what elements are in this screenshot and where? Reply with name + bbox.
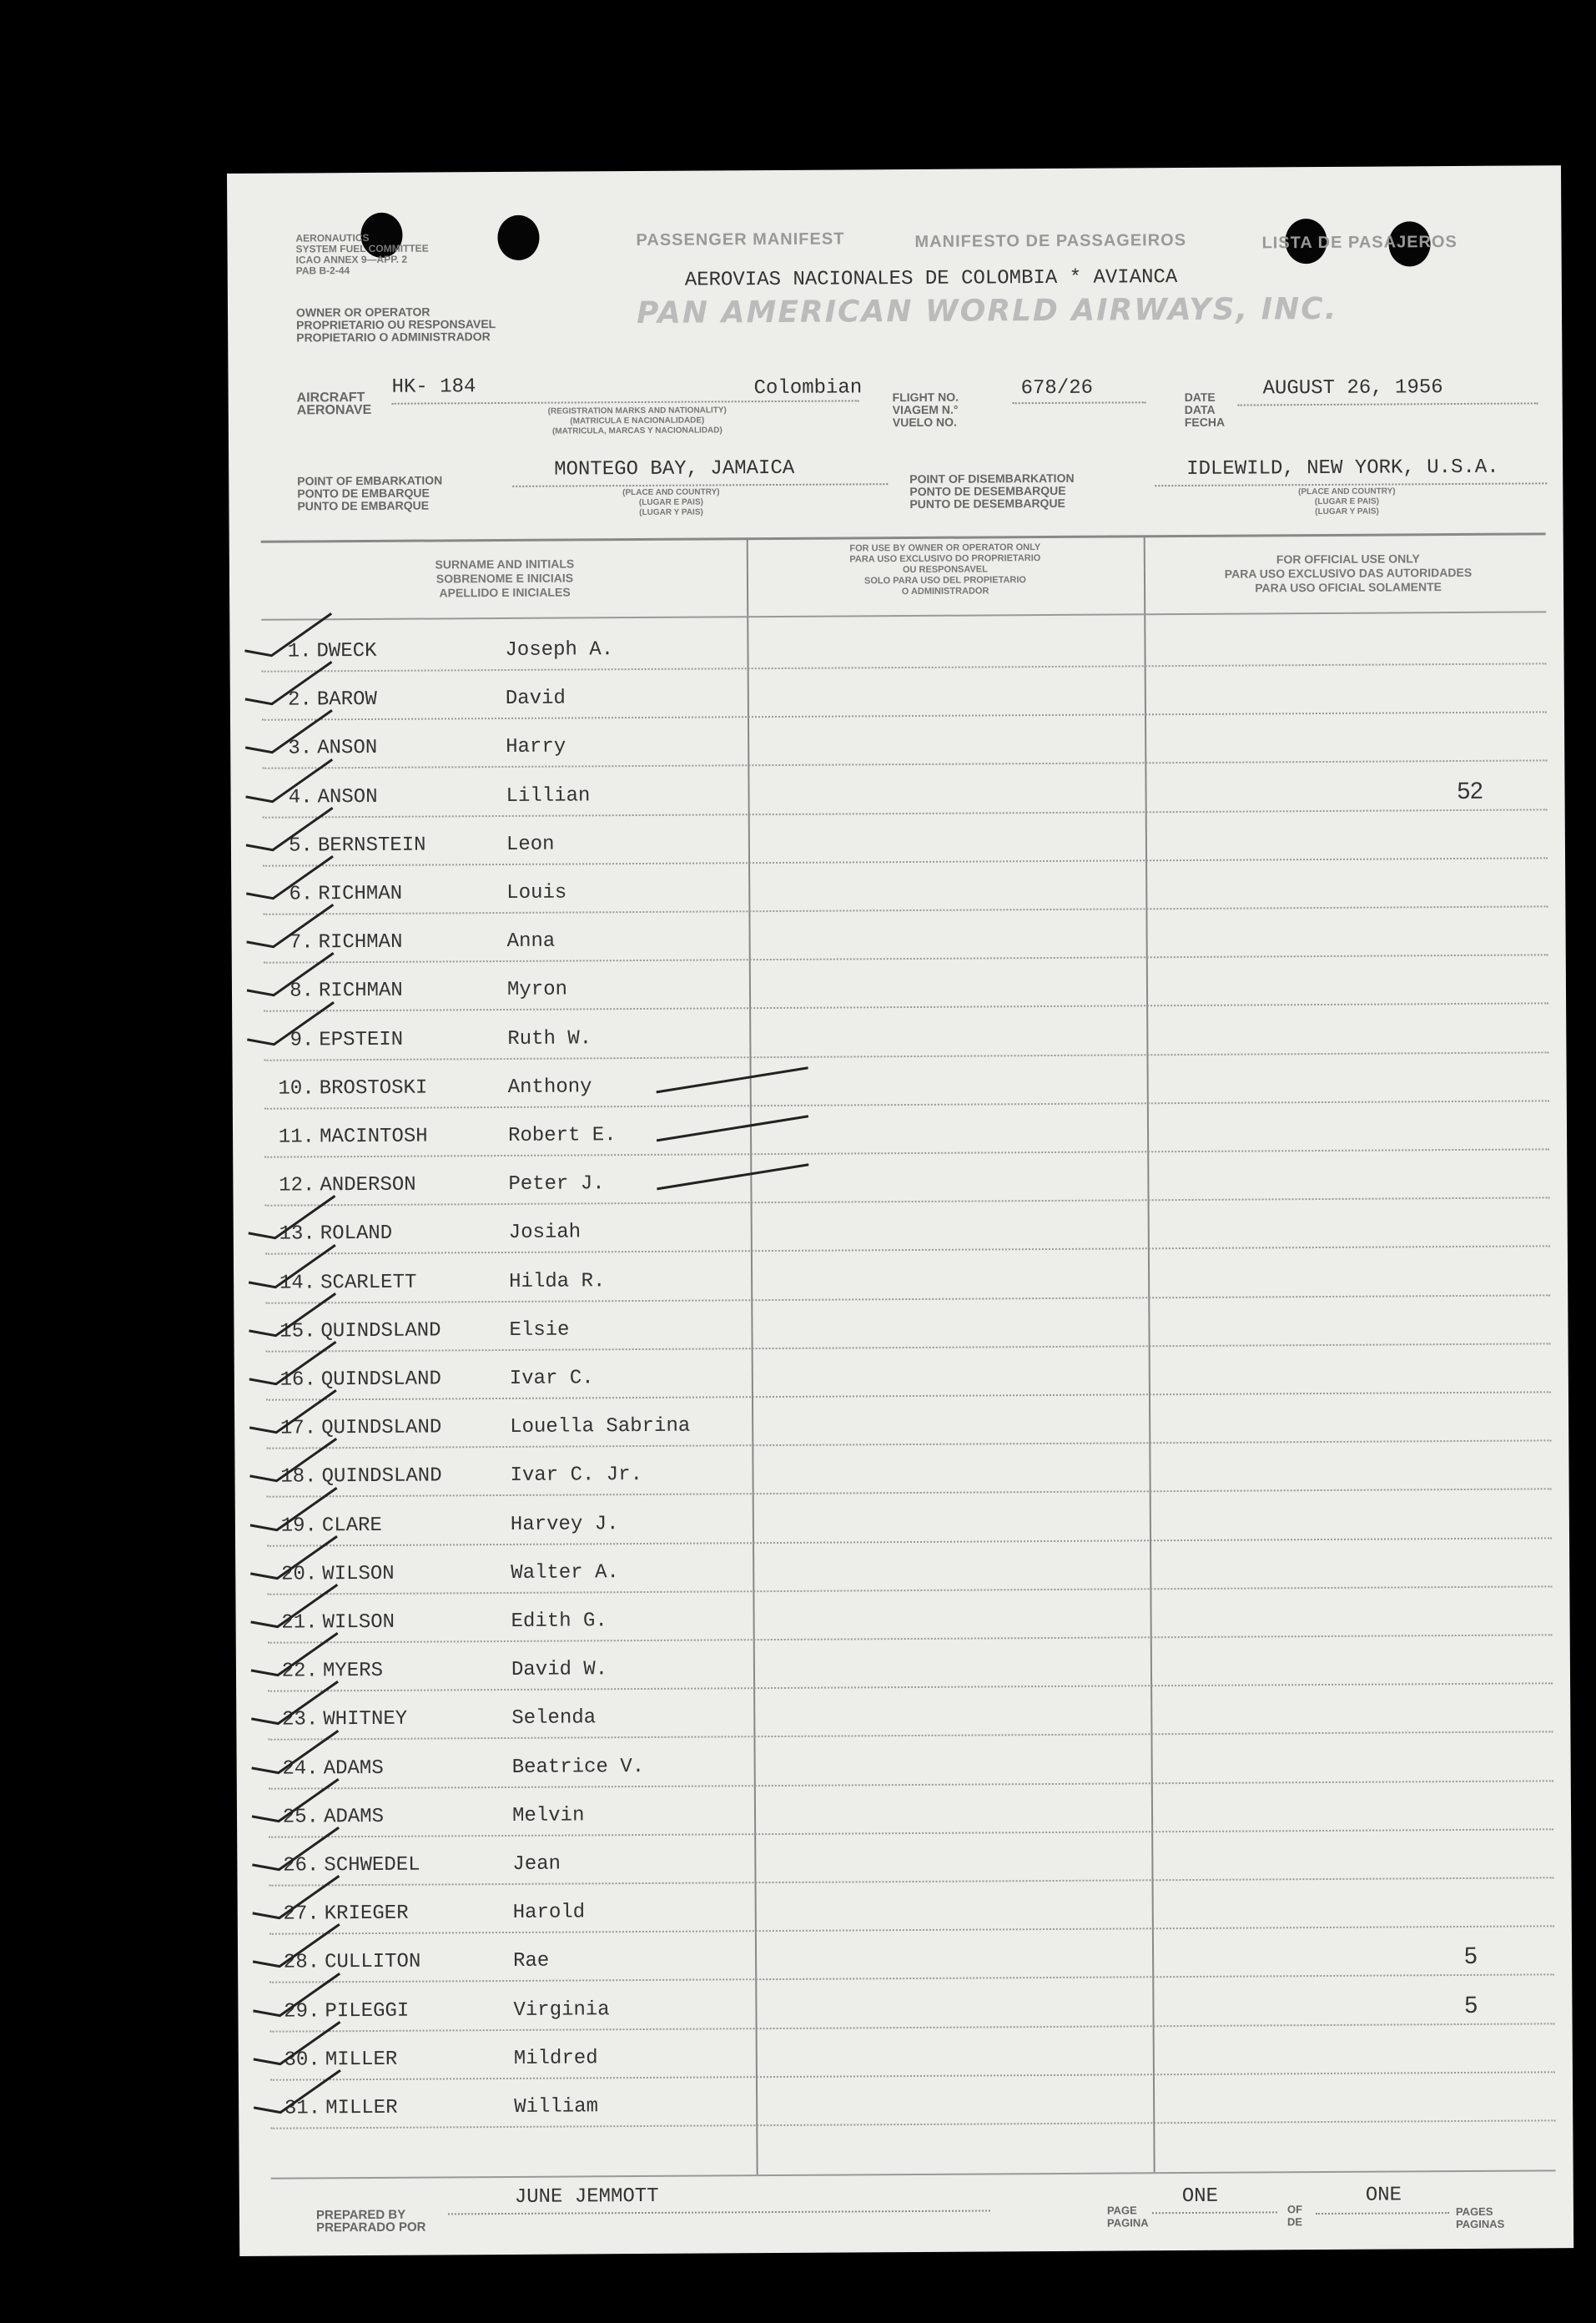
passenger-row bbox=[237, 1781, 1571, 1838]
passenger-row bbox=[234, 1296, 1568, 1353]
passenger-given-name: Jean bbox=[512, 1852, 561, 1876]
passenger-number: 27. bbox=[283, 1902, 320, 1926]
passenger-given-name: Ruth W. bbox=[507, 1026, 592, 1051]
passenger-row bbox=[230, 762, 1564, 819]
airline-stamp: PAN AMERICAN WORLD AIRWAYS, INC. bbox=[636, 291, 1338, 331]
passenger-given-name: Ivar C. Jr. bbox=[510, 1464, 643, 1488]
passenger-number: 14. bbox=[279, 1271, 316, 1295]
passenger-row bbox=[239, 2073, 1573, 2129]
passenger-surname: CLARE bbox=[321, 1514, 382, 1537]
passenger-row bbox=[233, 1150, 1567, 1207]
passenger-surname: QUINDSLAND bbox=[320, 1368, 441, 1392]
passenger-surname: SCARLETT bbox=[320, 1271, 417, 1294]
passenger-row bbox=[231, 859, 1565, 915]
passenger-surname: WHITNEY bbox=[323, 1708, 408, 1731]
passenger-given-name: Louella Sabrina bbox=[510, 1414, 691, 1439]
passenger-number: 5. bbox=[289, 834, 314, 858]
passenger-row bbox=[238, 1927, 1572, 1984]
passenger-given-name: Robert E. bbox=[507, 1124, 617, 1147]
passenger-surname: QUINDSLAND bbox=[321, 1464, 442, 1489]
disembarkation-label: POINT OF DISEMBARKATION PONTO DE DESEMBARQUE PUNTO DE DESEMBARQUE bbox=[909, 471, 1075, 511]
passenger-number: 4. bbox=[288, 785, 313, 809]
passenger-number: 29. bbox=[284, 1999, 320, 2023]
prepared-by-value: JUNE JEMMOTT bbox=[514, 2184, 659, 2209]
owner-value: AEROVIAS NACIONALES DE COLOMBIA * AVIANCA bbox=[684, 266, 1178, 292]
passenger-number: 16. bbox=[279, 1368, 316, 1392]
form-reference: AERONAUTICS SYSTEM FUEL COMMITTEE ICAO ANNEX 9—APP. 2 PAB B-2-44 bbox=[295, 231, 429, 277]
passenger-number: 22. bbox=[281, 1660, 319, 1683]
check-mark-icon bbox=[241, 1192, 341, 1242]
passenger-number: 2. bbox=[287, 688, 312, 712]
check-mark-icon bbox=[242, 1288, 342, 1339]
passenger-given-name: Myron bbox=[506, 978, 568, 1002]
check-mark-icon bbox=[244, 1726, 345, 1776]
check-mark-icon bbox=[243, 1434, 343, 1485]
owner-label: OWNER OR OPERATOR PROPRIETARIO OU RESPONSAVEL PROPIETARIO O ADMINISTRADOR bbox=[295, 305, 496, 345]
passenger-row bbox=[229, 616, 1563, 673]
page-label: PAGE PAGINA bbox=[1106, 2204, 1149, 2230]
passenger-given-name: Anna bbox=[506, 930, 556, 954]
passenger-number: 7. bbox=[289, 931, 314, 955]
passenger-row bbox=[232, 1005, 1566, 1061]
prepared-by-label: PREPARED BY PREPARADO POR bbox=[315, 2207, 426, 2235]
passenger-surname: ANDERSON bbox=[320, 1173, 416, 1197]
pages-label: PAGES PAGINAS bbox=[1455, 2205, 1505, 2231]
title-portuguese: MANIFESTO DE PASSAGEIROS bbox=[914, 230, 1187, 251]
passenger-surname: QUINDSLAND bbox=[321, 1416, 442, 1440]
check-mark-icon bbox=[246, 1920, 346, 1971]
passenger-number: 12. bbox=[279, 1174, 315, 1197]
passenger-row bbox=[238, 1878, 1572, 1935]
passenger-number: 26. bbox=[283, 1854, 320, 1877]
check-mark-icon bbox=[239, 803, 340, 854]
check-mark-icon bbox=[240, 997, 340, 1048]
passenger-given-name: Edith G. bbox=[511, 1610, 607, 1633]
check-mark-icon bbox=[243, 1385, 343, 1436]
check-mark-icon bbox=[240, 949, 340, 1000]
of-label: OF DE bbox=[1286, 2203, 1303, 2229]
column-header-owner-use: FOR USE BY OWNER OR OPERATOR ONLY PARA USO EXCLUSIVO DO PROPRIETARIO OU RESPONSAVEL SOLO PARA USO DEL PROPIETARIO O ADMINISTRADOR bbox=[849, 542, 1041, 597]
passenger-row bbox=[235, 1539, 1569, 1595]
passenger-number: 18. bbox=[280, 1465, 317, 1489]
page-value: ONE bbox=[1181, 2184, 1219, 2209]
passenger-row bbox=[236, 1635, 1570, 1692]
passenger-given-name: Melvin bbox=[511, 1804, 585, 1827]
passenger-row bbox=[231, 810, 1565, 867]
check-mark-icon bbox=[239, 851, 340, 902]
passenger-given-name: Hilda R. bbox=[509, 1269, 606, 1293]
check-mark-icon bbox=[243, 1337, 343, 1388]
passenger-row bbox=[232, 1053, 1566, 1110]
passenger-row bbox=[238, 1976, 1572, 2033]
passenger-given-name: Virginia bbox=[513, 1998, 610, 2022]
check-mark-icon bbox=[245, 1871, 345, 1922]
passenger-number: 23. bbox=[282, 1708, 319, 1732]
check-mark-icon bbox=[239, 754, 339, 805]
passenger-row bbox=[235, 1587, 1569, 1644]
check-mark-icon bbox=[244, 1531, 344, 1582]
passenger-row bbox=[239, 2024, 1573, 2081]
check-mark-icon bbox=[242, 1240, 342, 1291]
passenger-number: 9. bbox=[289, 1028, 315, 1052]
disembarkation-sublabel: (PLACE AND COUNTRY) (LUGAR E PAIS) (LUGAR Y PAIS) bbox=[1298, 486, 1396, 517]
passenger-given-name: Elsie bbox=[509, 1318, 570, 1342]
passenger-given-name: Peter J. bbox=[508, 1172, 605, 1197]
date-label: DATE DATA FECHA bbox=[1184, 390, 1226, 429]
passenger-surname: RICHMAN bbox=[318, 882, 403, 906]
check-mark-icon bbox=[246, 2017, 346, 2068]
passenger-surname: ROLAND bbox=[320, 1222, 393, 1246]
passenger-row bbox=[235, 1490, 1569, 1547]
check-mark-icon bbox=[245, 1822, 345, 1873]
passenger-surname: ADAMS bbox=[323, 1756, 384, 1780]
flight-number: 678/26 bbox=[1020, 376, 1094, 401]
passenger-number: 10. bbox=[278, 1077, 315, 1101]
aircraft-sublabel: (REGISTRATION MARKS AND NATIONALITY) (MATRICULA E NACIONALIDADE) (MATRICULA, MARCAS Y NACIONALIDAD) bbox=[547, 406, 727, 436]
title-english: PASSENGER MANIFEST bbox=[636, 229, 845, 250]
passenger-surname: CULLITON bbox=[325, 1951, 421, 1974]
passenger-row bbox=[230, 664, 1564, 721]
check-mark-icon bbox=[650, 1160, 817, 1194]
passenger-number: 17. bbox=[279, 1417, 317, 1440]
punch-hole bbox=[497, 215, 539, 260]
check-mark-icon bbox=[246, 1968, 346, 2019]
passenger-surname: ANSON bbox=[317, 785, 378, 809]
passenger-given-name: Lillian bbox=[506, 784, 591, 808]
check-mark-icon bbox=[239, 899, 340, 950]
passenger-given-name: Beatrice V. bbox=[511, 1755, 645, 1779]
check-mark-icon bbox=[239, 706, 339, 757]
passenger-given-name: Josiah bbox=[508, 1221, 582, 1245]
passenger-row bbox=[236, 1685, 1570, 1741]
passenger-surname: MYERS bbox=[322, 1660, 384, 1683]
passenger-number: 19. bbox=[280, 1514, 317, 1538]
passenger-official-mark: 5 bbox=[1464, 1991, 1478, 2018]
disembarkation-value: IDLEWILD, NEW YORK, U.S.A. bbox=[1186, 456, 1499, 481]
passenger-surname: BAROW bbox=[316, 688, 377, 712]
embarkation-label: POINT OF EMBARKATION PONTO DE EMBARQUE PUNTO DE EMBARQUE bbox=[297, 473, 443, 513]
check-mark-icon bbox=[244, 1483, 344, 1534]
passenger-row bbox=[234, 1344, 1568, 1401]
aircraft-label: AIRCRAFT AERONAVE bbox=[296, 390, 372, 418]
passenger-given-name: Louis bbox=[506, 881, 567, 905]
passenger-given-name: Joseph A. bbox=[505, 638, 614, 662]
passenger-row bbox=[234, 1393, 1568, 1449]
check-mark-icon bbox=[244, 1677, 345, 1728]
passenger-given-name: Anthony bbox=[507, 1076, 592, 1099]
passenger-row bbox=[237, 1830, 1571, 1887]
passenger-surname: WILSON bbox=[322, 1562, 395, 1586]
column-header-official-use: FOR OFFICIAL USE ONLY PARA USO EXCLUSIVO DAS AUTORIDADES PARA USO OFICIAL SOLAMENTE bbox=[1224, 552, 1473, 595]
check-mark-icon bbox=[239, 657, 339, 708]
embarkation-value: MONTEGO BAY, JAMAICA bbox=[554, 456, 795, 481]
passenger-row bbox=[233, 1101, 1567, 1158]
passenger-surname: RICHMAN bbox=[318, 980, 403, 1003]
of-value: ONE bbox=[1365, 2184, 1402, 2207]
passenger-row bbox=[234, 1199, 1568, 1256]
passenger-number: 21. bbox=[281, 1611, 318, 1635]
passenger-surname: MILLER bbox=[325, 2096, 398, 2120]
passenger-given-name: Walter A. bbox=[511, 1560, 619, 1585]
passenger-given-name: Harvey J. bbox=[510, 1512, 619, 1536]
passenger-given-name: Selenda bbox=[511, 1706, 597, 1731]
passenger-official-mark: 52 bbox=[1457, 777, 1483, 804]
passenger-number: 11. bbox=[278, 1126, 315, 1149]
passenger-surname: ADAMS bbox=[323, 1805, 385, 1829]
passenger-given-name: Harry bbox=[506, 735, 566, 759]
passenger-surname: SCHWEDEL bbox=[324, 1853, 420, 1877]
passenger-surname: MILLER bbox=[325, 2048, 398, 2072]
passenger-surname: WILSON bbox=[322, 1610, 395, 1635]
flight-label: FLIGHT NO. VIAGEM N.° VUELO NO. bbox=[892, 390, 959, 430]
passenger-number: 28. bbox=[283, 1951, 320, 1975]
passenger-row bbox=[234, 1247, 1568, 1304]
passenger-number: 30. bbox=[284, 2048, 320, 2072]
passenger-row bbox=[236, 1733, 1570, 1790]
passenger-number: 24. bbox=[282, 1756, 319, 1781]
check-mark-icon bbox=[244, 1628, 345, 1679]
check-mark-icon bbox=[238, 608, 338, 659]
passenger-number: 13. bbox=[279, 1222, 315, 1247]
passenger-given-name: Rae bbox=[513, 1950, 550, 1973]
passenger-given-name: Mildred bbox=[513, 2047, 598, 2070]
manifest-sheet bbox=[227, 165, 1573, 2256]
date-value: AUGUST 26, 1956 bbox=[1262, 376, 1443, 401]
passenger-given-name: William bbox=[514, 2095, 599, 2119]
check-mark-icon bbox=[650, 1063, 817, 1097]
passenger-surname: MACINTOSH bbox=[319, 1125, 428, 1149]
passenger-surname: KRIEGER bbox=[324, 1902, 409, 1926]
passenger-surname: EPSTEIN bbox=[319, 1028, 404, 1051]
passenger-surname: QUINDSLAND bbox=[320, 1319, 441, 1343]
passenger-given-name: Ivar C. bbox=[509, 1367, 594, 1390]
passenger-surname: PILEGGI bbox=[325, 1999, 410, 2023]
passenger-number: 25. bbox=[282, 1806, 320, 1829]
passenger-number: 1. bbox=[287, 640, 312, 663]
passenger-surname: BROSTOSKI bbox=[319, 1076, 428, 1101]
passenger-given-name: David W. bbox=[511, 1658, 608, 1682]
passenger-given-name: David bbox=[505, 687, 566, 711]
passenger-row bbox=[231, 907, 1565, 964]
check-mark-icon bbox=[244, 1580, 344, 1630]
check-mark-icon bbox=[245, 1774, 345, 1825]
passenger-given-name: Harold bbox=[512, 1901, 586, 1925]
title-spanish: LISTA DE PASAJEROS bbox=[1261, 232, 1458, 253]
embarkation-sublabel: (PLACE AND COUNTRY) (LUGAR E PAIS) (LUGAR Y PAIS) bbox=[622, 487, 720, 517]
passenger-number: 31. bbox=[284, 2097, 321, 2120]
passenger-number: 8. bbox=[289, 980, 315, 1003]
passenger-surname: RICHMAN bbox=[318, 930, 403, 955]
passenger-row bbox=[230, 713, 1564, 770]
passenger-number: 15. bbox=[279, 1320, 316, 1343]
passenger-given-name: Leon bbox=[506, 833, 555, 856]
aircraft-registration: HK- 184 bbox=[391, 375, 476, 399]
passenger-row bbox=[232, 956, 1566, 1013]
passenger-surname: DWECK bbox=[316, 639, 377, 663]
passenger-row bbox=[234, 1442, 1568, 1499]
passenger-number: 6. bbox=[289, 883, 314, 906]
check-mark-icon bbox=[247, 2065, 347, 2116]
aircraft-nationality: Colombian bbox=[753, 376, 863, 401]
passenger-surname: BERNSTEIN bbox=[317, 834, 426, 858]
passenger-official-mark: 5 bbox=[1463, 1943, 1478, 1969]
check-mark-icon bbox=[650, 1111, 817, 1146]
passenger-number: 3. bbox=[288, 737, 313, 760]
column-header-names: SURNAME AND INITIALS SOBRENOME E INICIAIS APELLIDO E INICIALES bbox=[435, 557, 575, 600]
passenger-surname: ANSON bbox=[317, 737, 378, 760]
passenger-number: 20. bbox=[280, 1563, 318, 1586]
